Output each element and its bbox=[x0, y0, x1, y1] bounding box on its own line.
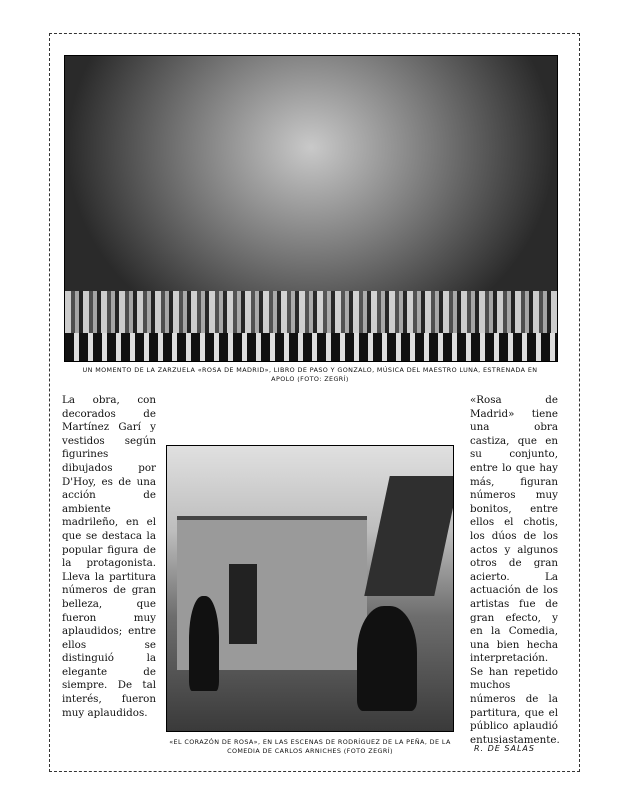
house-door bbox=[229, 564, 257, 644]
article-column-right: «Rosa de Madrid» tiene una obra castiza, que en su conjunto, entre lo que hay más, figuran números muy bonitos, entre ellos el chotis, los dúos de los actos y algunos otros de gran acierto. La actuación de los artistas fue de gran efecto, y en la Comedia, una bien hecha interpretación. Se han repetido muchos números de la partitura, que el público aplaudió entusiastamente. bbox=[470, 394, 560, 746]
scene-photo bbox=[166, 445, 454, 732]
stage-photo-caption: UN MOMENTO DE LA ZARZUELA «ROSA DE MADRID», LIBRO DE PASO Y GONZALO, MÚSICA DEL MAESTRO LUNA, ESTRENADA EN APOLO (FOTO: ZEGRÍ) bbox=[82, 366, 538, 383]
stage-photo bbox=[64, 55, 558, 362]
stage-footlights bbox=[65, 333, 557, 361]
actor-figure bbox=[189, 596, 219, 691]
house-roof bbox=[364, 476, 454, 596]
article-column-left: La obra, con decorados de Martínez Garí y vestidos según figurines dibujados por D'Hoy, es de una acción de ambiente madrileño, en el que se destaca la popular figura de la protagonista. Lleva la partitura números de gran belleza, que fueron muy aplaudidos; entre ellos se distinguió la elegante de siempre. De tal interés, fueron muy aplaudidos. bbox=[62, 394, 156, 719]
actress-figure bbox=[357, 606, 417, 711]
author-signature: R. DE SALAS bbox=[474, 744, 535, 753]
scene-photo-caption: «EL CORAZÓN DE ROSA», EN LAS ESCENAS DE RODRÍGUEZ DE LA PEÑA, DE LA COMEDIA DE CARLOS ARNICHES (FOTO ZEGRÍ) bbox=[169, 738, 451, 755]
